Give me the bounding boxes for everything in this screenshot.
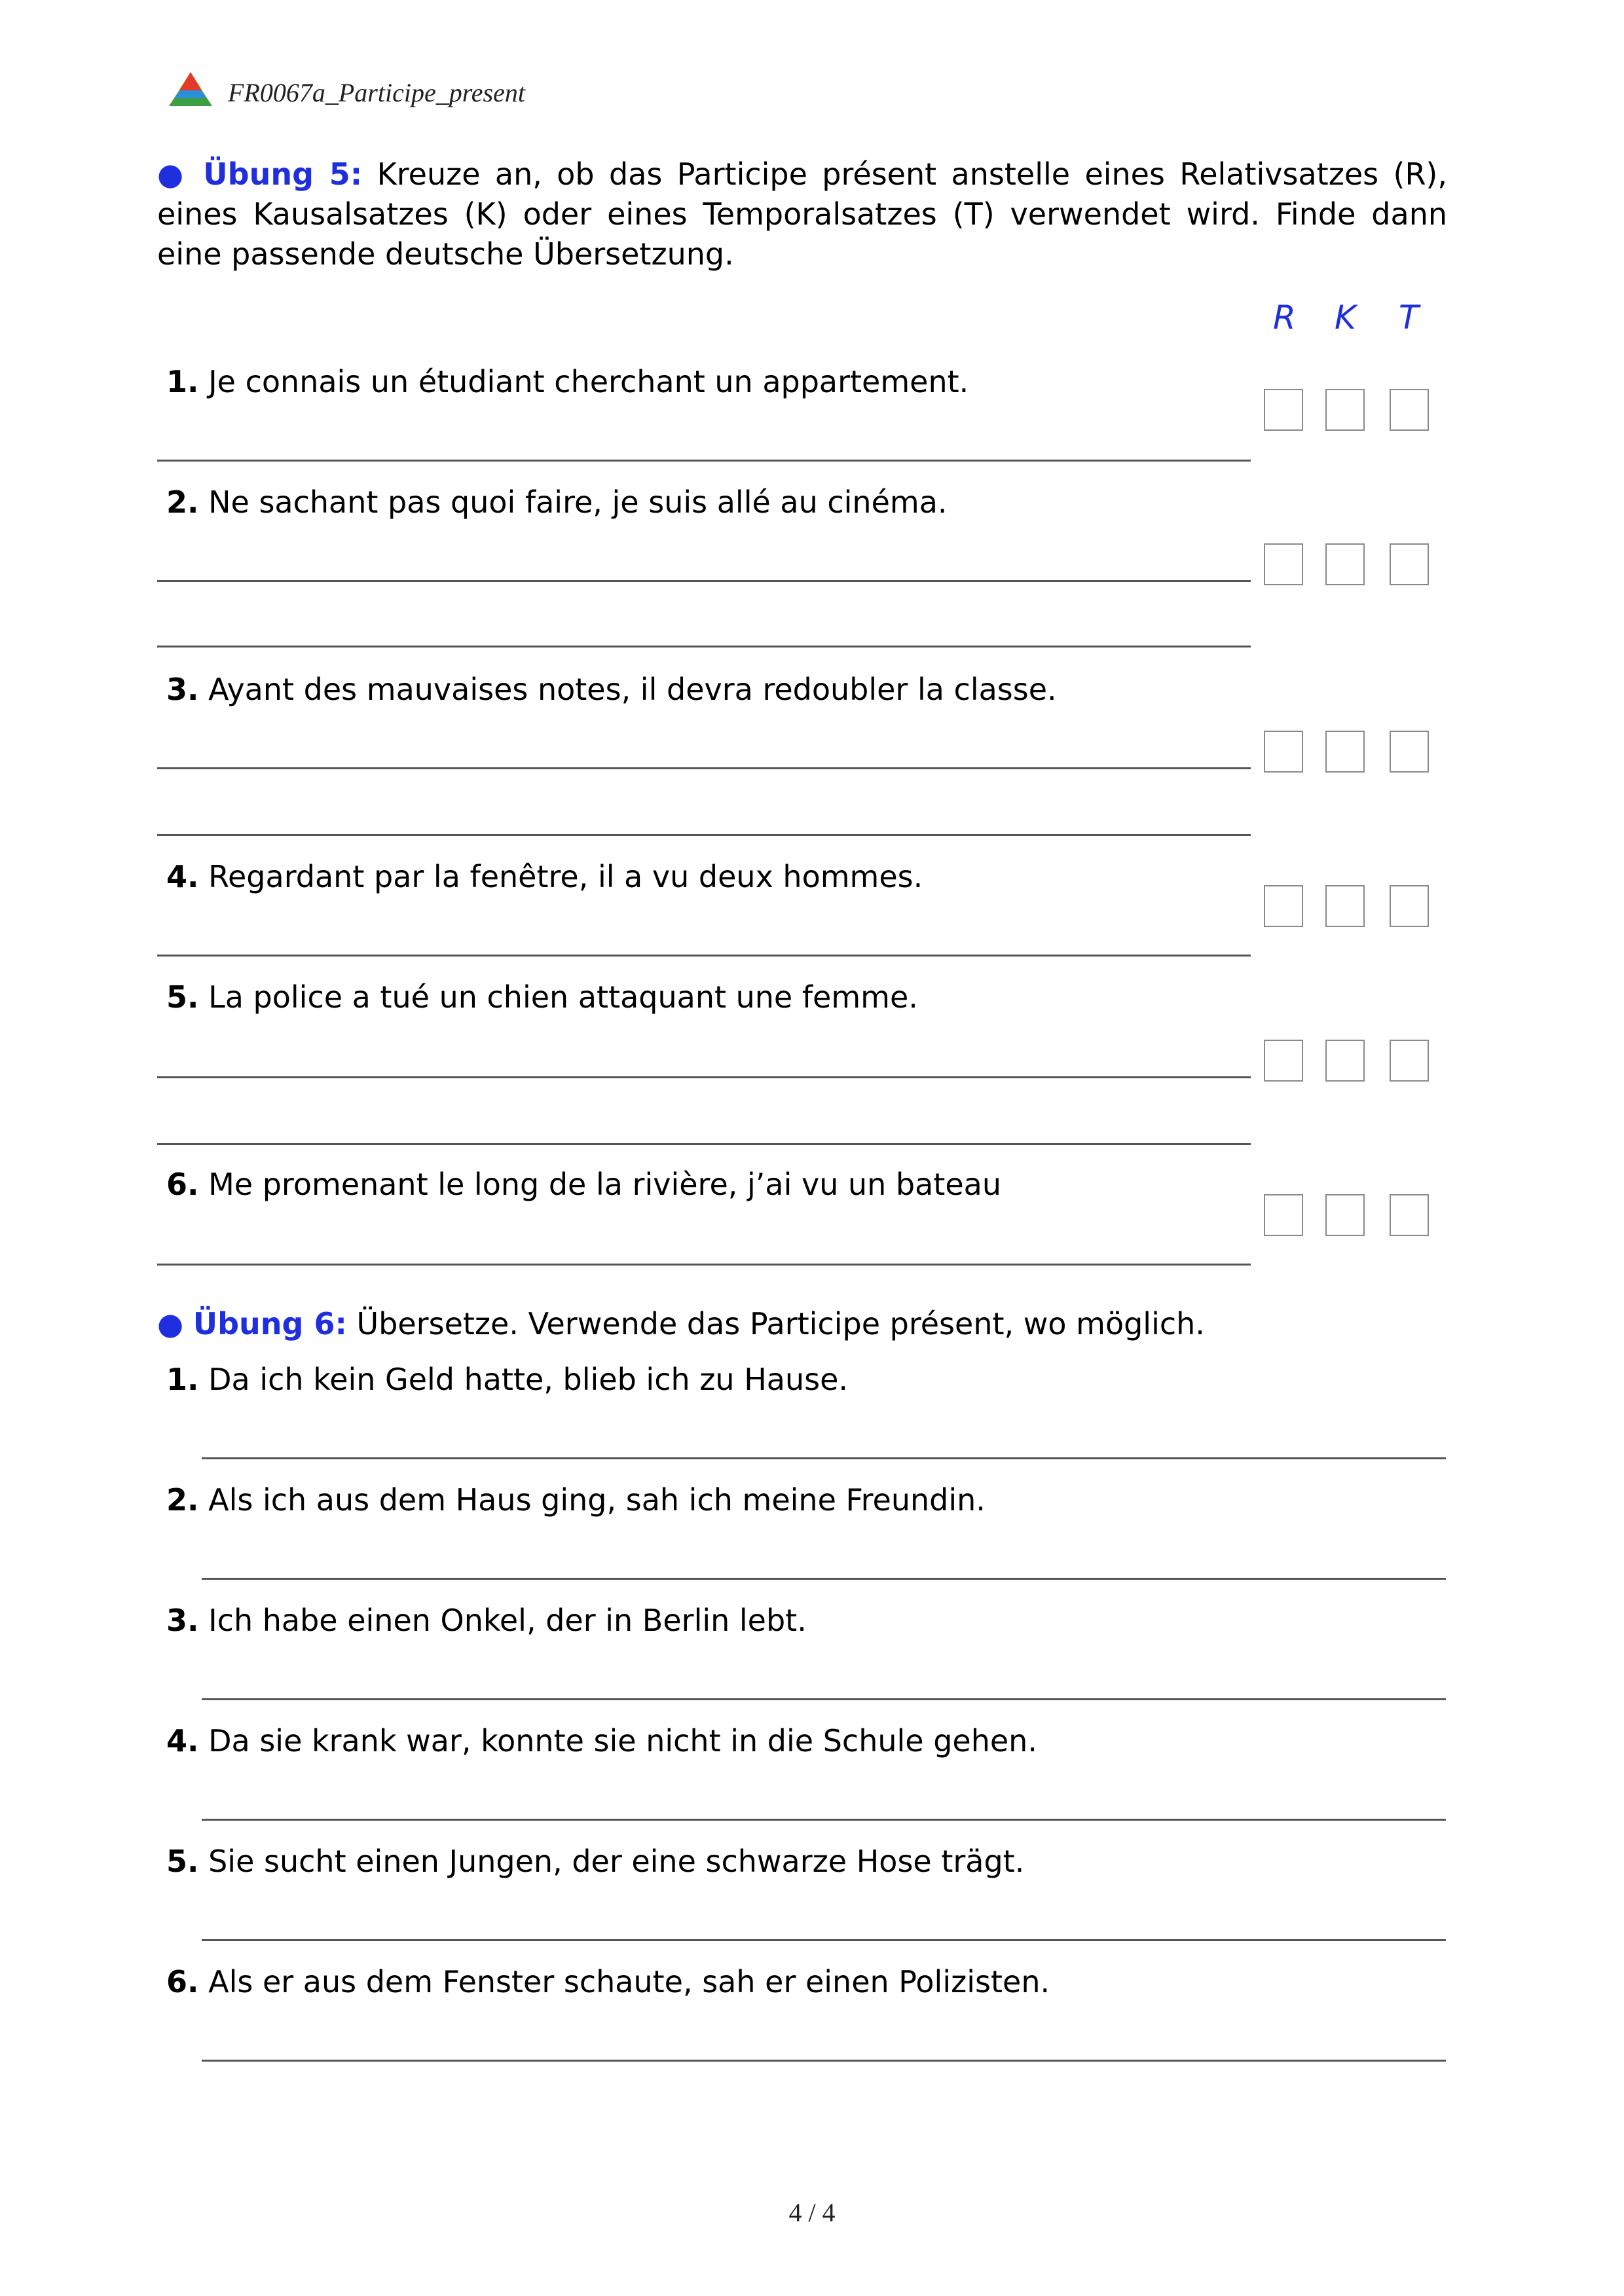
exercise6-item-6: [166, 1964, 1050, 1999]
checkbox-3-r[interactable]: [1264, 731, 1303, 773]
answer-line[interactable]: [157, 1076, 1251, 1078]
item-sentence: Da ich kein Geld hatte, blieb ich zu Hause.: [208, 1362, 849, 1397]
item-number: 1.: [166, 1362, 199, 1397]
checkbox-4-r[interactable]: [1264, 885, 1303, 927]
checkbox-4-k[interactable]: [1325, 885, 1365, 927]
exercise5-bullet: ●: [157, 156, 189, 192]
page-number: 4 / 4: [788, 2198, 836, 2227]
answer-line[interactable]: [202, 1939, 1446, 1941]
checkbox-6-t[interactable]: [1390, 1194, 1429, 1236]
item-number: 4.: [166, 859, 199, 894]
item-sentence: Da sie krank war, konnte sie nicht in die Schule gehen.: [208, 1723, 1037, 1758]
column-head-t: T: [1399, 299, 1419, 337]
exercise6-bullet: ●: [157, 1306, 184, 1341]
checkbox-3-k[interactable]: [1325, 731, 1365, 773]
item-sentence: Als ich aus dem Haus ging, sah ich meine Freundin.: [208, 1482, 986, 1518]
item-number: 5.: [166, 1844, 199, 1879]
answer-line[interactable]: [202, 1819, 1446, 1821]
exercise5-label: Übung 5:: [203, 156, 363, 192]
exercise6-item-5: [166, 1844, 1024, 1879]
checkbox-6-k[interactable]: [1325, 1194, 1365, 1236]
exercise6-item-2: [166, 1482, 986, 1518]
exercise6-item-3: [166, 1603, 807, 1638]
answer-line[interactable]: [202, 2060, 1446, 2062]
exercise5-instruction-block: [157, 155, 1447, 274]
item-number: 2.: [166, 1482, 199, 1518]
item-sentence: Als er aus dem Fenster schaute, sah er einen Polizisten.: [208, 1964, 1050, 1999]
answer-line[interactable]: [157, 580, 1251, 582]
item-number: 3.: [166, 1603, 199, 1638]
exercise6-instruction: Übersetze. Verwende das Participe présent, wo möglich.: [356, 1306, 1205, 1341]
item-sentence: Ayant des mauvaises notes, il devra redoubler la classe.: [208, 672, 1057, 707]
item-number: 5.: [166, 979, 199, 1015]
answer-line[interactable]: [157, 767, 1251, 769]
checkbox-5-r[interactable]: [1264, 1040, 1303, 1082]
column-head-k: K: [1335, 299, 1356, 337]
item-number: 1.: [166, 364, 199, 399]
item-sentence: Sie sucht einen Jungen, der eine schwarze Hose trägt.: [208, 1844, 1025, 1879]
answer-line[interactable]: [202, 1578, 1446, 1580]
item-sentence: Je connais un étudiant cherchant un appartement.: [208, 364, 969, 399]
item-sentence: Ne sachant pas quoi faire, je suis allé au cinéma.: [208, 484, 948, 520]
checkbox-4-t[interactable]: [1390, 885, 1429, 927]
checkbox-3-t[interactable]: [1390, 731, 1429, 773]
checkbox-5-t[interactable]: [1390, 1040, 1429, 1082]
answer-line[interactable]: [157, 834, 1251, 836]
checkbox-6-r[interactable]: [1264, 1194, 1303, 1236]
answer-line[interactable]: [157, 955, 1251, 957]
item-sentence: Me promenant le long de la rivière, j’ai vu un bateau: [208, 1167, 1001, 1202]
exercise6-item-4: [166, 1723, 1037, 1758]
document-title: FR0067a_Participe_present: [228, 78, 525, 107]
checkbox-5-k[interactable]: [1325, 1040, 1365, 1082]
exercise6-item-1: [166, 1362, 848, 1397]
checkbox-1-r[interactable]: [1264, 389, 1303, 431]
answer-line[interactable]: [157, 460, 1251, 462]
answer-line[interactable]: [202, 1698, 1446, 1700]
item-sentence: Regardant par la fenêtre, il a vu deux hommes.: [208, 859, 923, 894]
item-number: 3.: [166, 672, 199, 707]
answer-line[interactable]: [157, 646, 1251, 647]
exercise5-item-5: [166, 979, 918, 1015]
item-number: 2.: [166, 484, 199, 520]
exercise5-item-6: [166, 1167, 1001, 1202]
checkbox-1-t[interactable]: [1390, 389, 1429, 431]
item-number: 6.: [166, 1167, 199, 1202]
exercise5-instruction: Kreuze an, ob das Participe présent anstelle eines Relativsatzes (R), eines Kausalsatzes (K) oder eines Temporalsatzes (T) verwendet wird. Finde dann eine passende deutsche Übersetzung.: [157, 156, 1447, 272]
item-number: 6.: [166, 1964, 199, 1999]
checkbox-2-r[interactable]: [1264, 543, 1303, 585]
answer-line[interactable]: [157, 1143, 1251, 1145]
checkbox-1-k[interactable]: [1325, 389, 1365, 431]
answer-line[interactable]: [202, 1457, 1446, 1459]
item-sentence: La police a tué un chien attaquant une femme.: [208, 979, 918, 1015]
answer-line[interactable]: [157, 1264, 1251, 1266]
checkbox-2-k[interactable]: [1325, 543, 1365, 585]
exercise5-item-2: [166, 484, 948, 520]
exercise5-item-3: [166, 672, 1057, 707]
item-number: 4.: [166, 1723, 199, 1758]
checkbox-2-t[interactable]: [1390, 543, 1429, 585]
exercise5-item-4: [166, 859, 923, 894]
exercise6-instruction-block: [157, 1304, 1205, 1344]
column-head-r: R: [1273, 299, 1296, 337]
pyramid-logo-icon: [168, 71, 213, 107]
item-sentence: Ich habe einen Onkel, der in Berlin lebt.: [208, 1603, 807, 1638]
exercise5-item-1: [166, 364, 969, 399]
exercise6-label: Übung 6:: [193, 1306, 347, 1341]
